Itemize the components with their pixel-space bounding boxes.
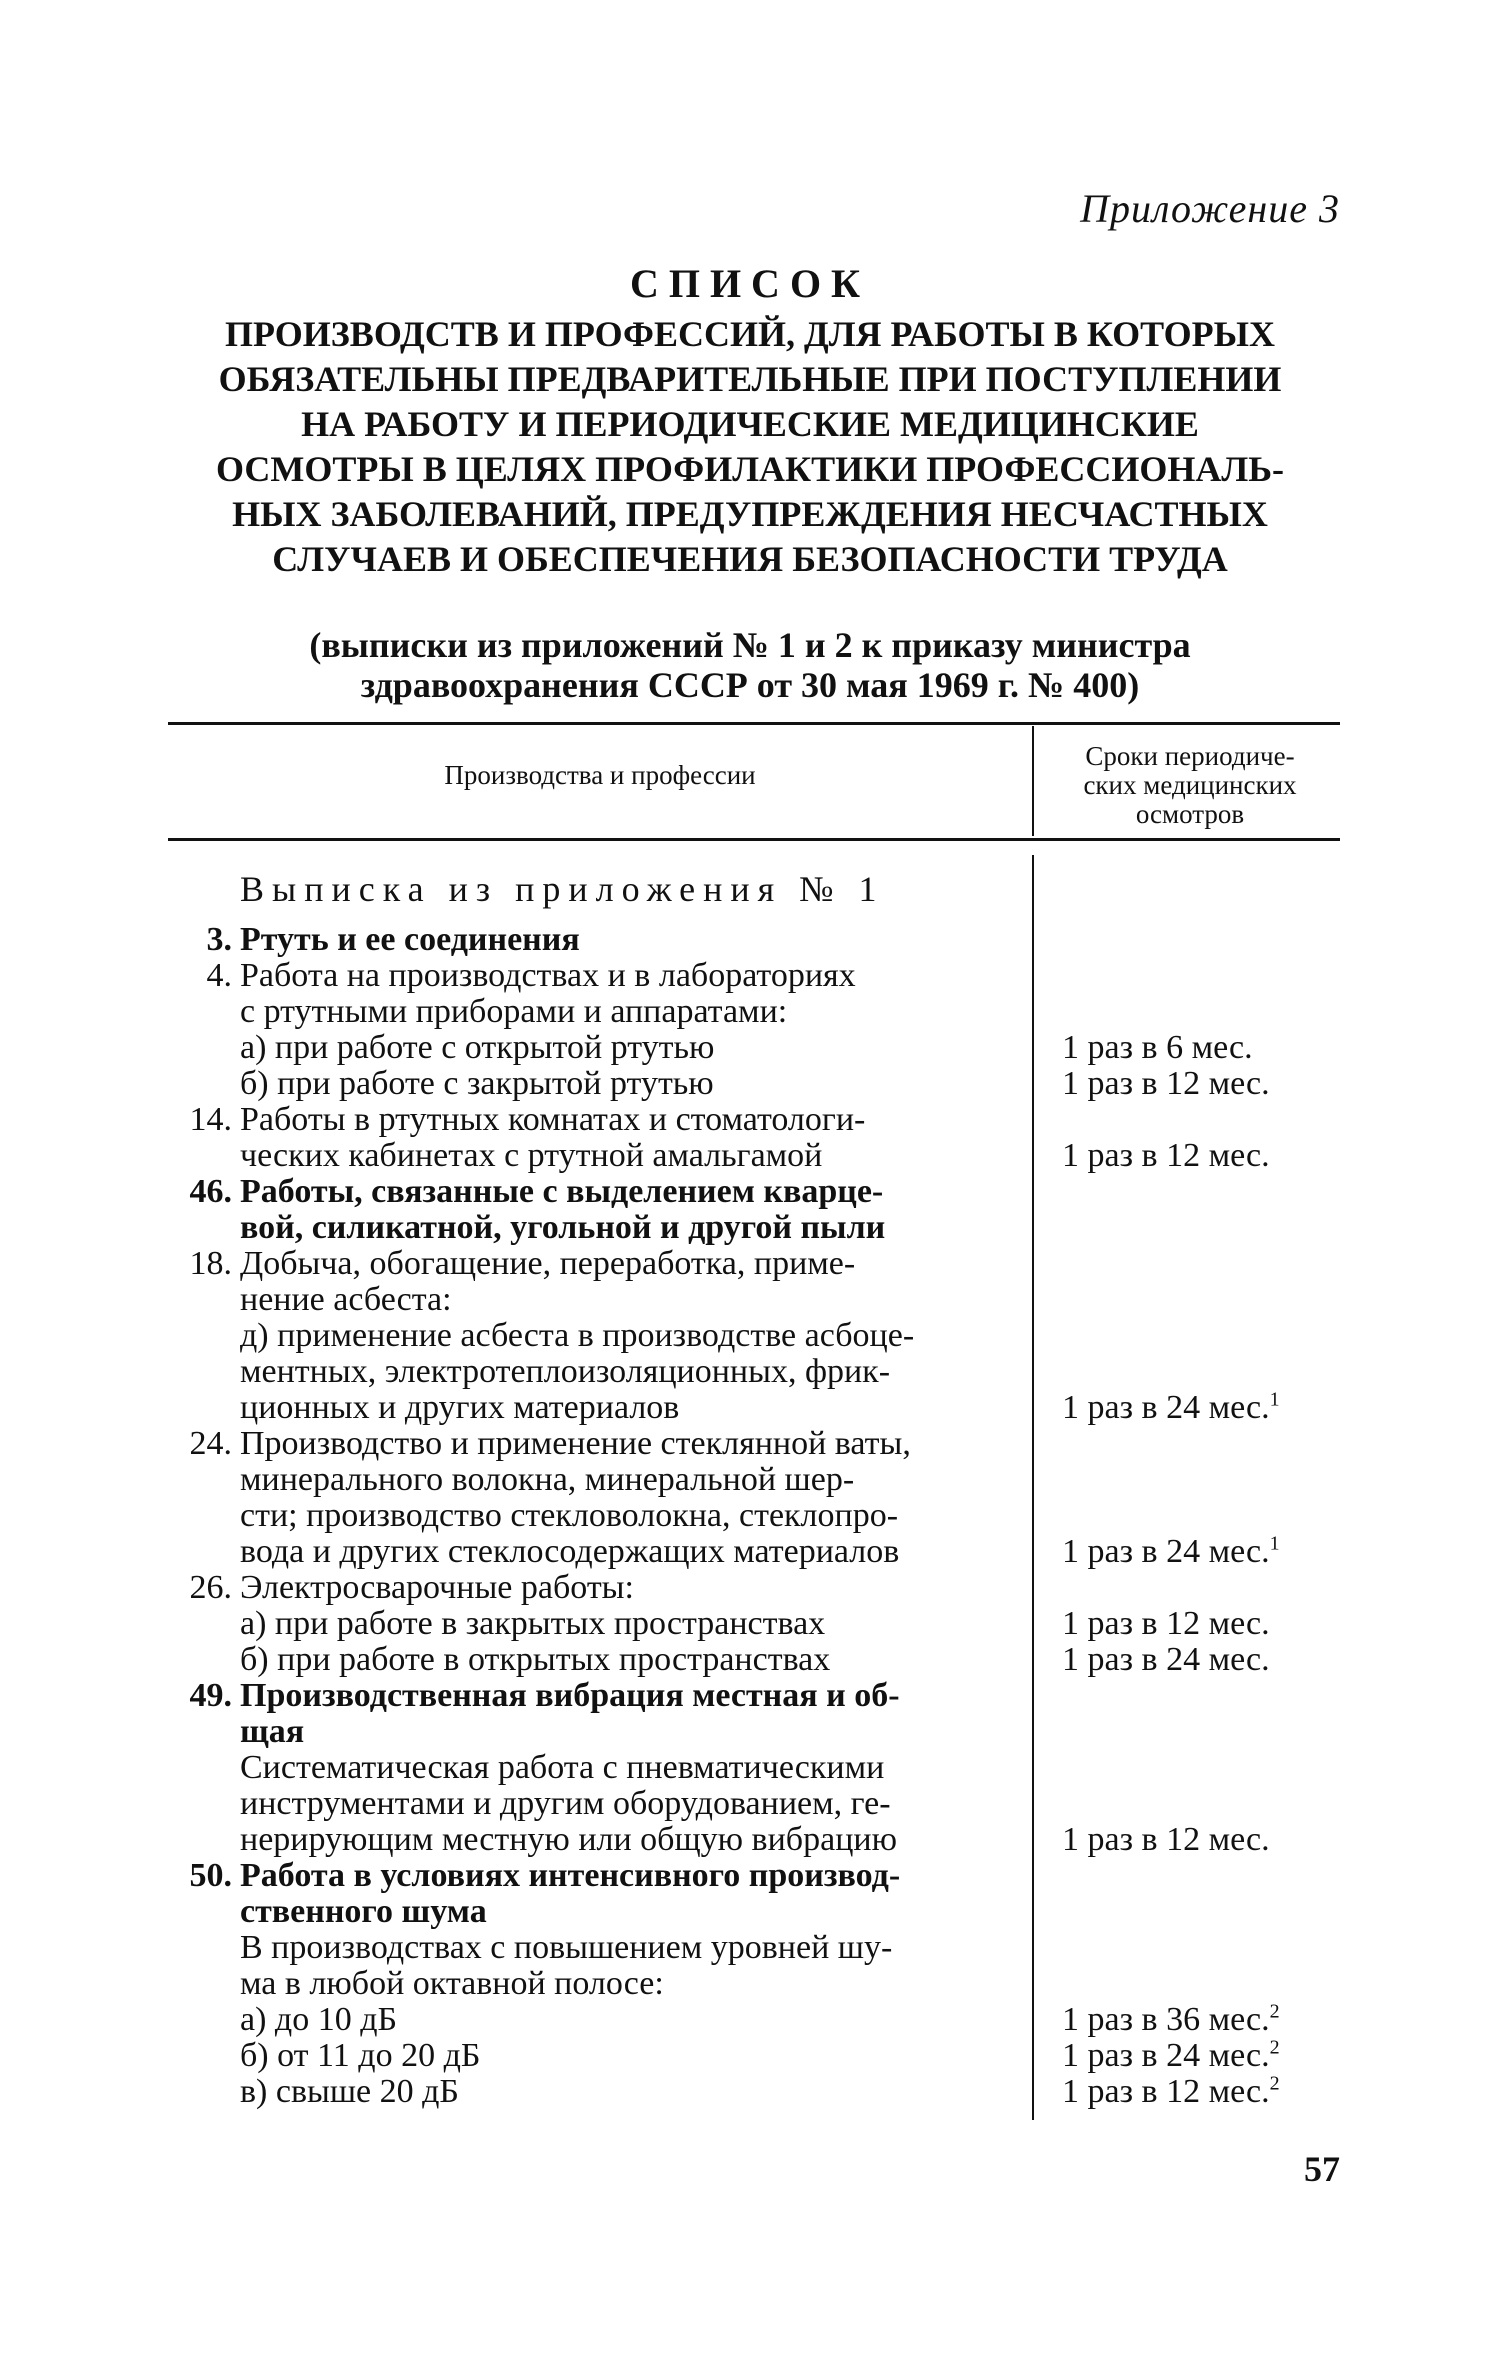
- footnote-marker: 1: [1269, 1532, 1280, 1555]
- item-text: б) от 11 до 20 дБ: [240, 2037, 481, 2074]
- exam-period: [1062, 1534, 1342, 1570]
- exam-period: [1062, 1642, 1342, 1678]
- item-number: 14.: [189, 1101, 232, 1138]
- table-row: [0, 1426, 1501, 1462]
- exam-period: [1062, 1138, 1342, 1174]
- item-text: минерального волокна, минеральной шер-: [240, 1461, 855, 1498]
- table-body: [0, 922, 1501, 2110]
- table-row: [0, 1786, 1501, 1822]
- item-text: Работы, связанные с выделением кварце-: [240, 1173, 884, 1210]
- table-row: [0, 1534, 1501, 1570]
- exam-period: [1062, 2002, 1342, 2038]
- item-text: Работа в условиях интенсивного производ-: [240, 1857, 901, 1894]
- item-text: а) до 10 дБ: [240, 2001, 398, 2038]
- item-text: вода и других стеклосодержащих материалов: [240, 1533, 900, 1570]
- title-line: НЫХ ЗАБОЛЕВАНИЙ, ПРЕДУПРЕЖДЕНИЯ НЕСЧАСТНЫХ: [232, 494, 1268, 534]
- item-text: В производствах с повышением уровней шу-: [240, 1929, 893, 1966]
- table-row: [0, 2002, 1501, 2038]
- column-header-periods-line: осмотров: [1135, 799, 1245, 829]
- item-text: сти; производство стекловолокна, стеклопро-: [240, 1497, 899, 1534]
- table-row: [0, 1174, 1501, 1210]
- column-header-periods-line: Сроки периодиче-: [1085, 741, 1295, 771]
- table-top-rule: [168, 722, 1340, 725]
- item-text: Добыча, обогащение, переработка, приме-: [240, 1245, 856, 1282]
- item-text: инструментами и другим оборудованием, ге-: [240, 1785, 891, 1822]
- exam-period: [1062, 1390, 1342, 1426]
- item-text: Ртуть и ее соединения: [240, 921, 580, 958]
- exam-period: [1062, 1606, 1342, 1642]
- table-row: [0, 1498, 1501, 1534]
- exam-period-text: 1 раз в 12 мес.: [1062, 1137, 1270, 1174]
- item-text: нение асбеста:: [240, 1281, 452, 1318]
- table-row: [0, 1102, 1501, 1138]
- footnote-marker: 2: [1269, 2000, 1280, 2023]
- item-text: а) при работе в закрытых пространствах: [240, 1605, 826, 1642]
- item-text: нерирующим местную или общую вибрацию: [240, 1821, 897, 1858]
- item-text: Электросварочные работы:: [240, 1569, 634, 1606]
- column-header-periods-line: ских медицинских: [1083, 770, 1297, 800]
- footnote-marker: 2: [1269, 2036, 1280, 2059]
- table-row: [0, 1966, 1501, 2002]
- table-row: [0, 1930, 1501, 1966]
- exam-period-text: 1 раз в 24 мес.: [1062, 1533, 1270, 1570]
- table-row: [0, 1138, 1501, 1174]
- appendix-label: Приложение 3: [1080, 186, 1340, 231]
- table-row: [0, 1030, 1501, 1066]
- table-row: [0, 1678, 1501, 1714]
- item-text: в) свыше 20 дБ: [240, 2073, 459, 2110]
- table-row: [0, 1354, 1501, 1390]
- table-row: [0, 1318, 1501, 1354]
- item-number: 50.: [189, 1857, 232, 1894]
- table-row: [0, 1858, 1501, 1894]
- title-line: ПРОИЗВОДСТВ И ПРОФЕССИЙ, ДЛЯ РАБОТЫ В КОТОРЫХ: [225, 314, 1275, 354]
- exam-period-text: 1 раз в 6 мес.: [1062, 1029, 1253, 1066]
- item-text: ма в любой октавной полосе:: [240, 1965, 664, 2002]
- item-text: Производственная вибрация местная и об-: [240, 1677, 900, 1714]
- table-row: [0, 994, 1501, 1030]
- item-text: щая: [240, 1713, 305, 1750]
- exam-period: [1062, 2038, 1342, 2074]
- item-text: б) при работе в открытых пространствах: [240, 1641, 831, 1678]
- exam-period-text: 1 раз в 12 мес.: [1062, 2073, 1270, 2110]
- item-number: 49.: [189, 1677, 232, 1714]
- table-row: [0, 1390, 1501, 1426]
- table-row: [0, 1282, 1501, 1318]
- exam-period-text: 1 раз в 24 мес.: [1062, 1641, 1270, 1678]
- column-header-periods: [1040, 742, 1340, 829]
- subtitle-line: здравоохранения СССР от 30 мая 1969 г. № 400): [360, 665, 1140, 705]
- exam-period-text: 1 раз в 24 мес.: [1062, 2037, 1270, 2074]
- extract-heading: Выписка из приложения № 1: [240, 869, 885, 909]
- item-text: Производство и применение стеклянной ваты,: [240, 1425, 911, 1462]
- item-text: б) при работе с закрытой ртутью: [240, 1065, 714, 1102]
- item-text: ментных, электротеплоизоляционных, фрик-: [240, 1353, 891, 1390]
- list-heading: СПИСОК: [629, 261, 871, 306]
- item-text: ственного шума: [240, 1893, 487, 1930]
- footnote-marker: 1: [1269, 1388, 1280, 1411]
- table-row: [0, 1570, 1501, 1606]
- table-row: [0, 1246, 1501, 1282]
- page-number: 57: [1304, 2149, 1340, 2189]
- table-row: [0, 1606, 1501, 1642]
- table-row: [0, 958, 1501, 994]
- title-line: НА РАБОТУ И ПЕРИОДИЧЕСКИЕ МЕДИЦИНСКИЕ: [301, 404, 1199, 444]
- exam-period-text: 1 раз в 12 мес.: [1062, 1605, 1270, 1642]
- document-subtitle: [160, 625, 1340, 705]
- footnote-marker: 2: [1269, 2072, 1280, 2095]
- exam-period-text: 1 раз в 24 мес.: [1062, 1389, 1270, 1426]
- item-text: ческих кабинетах с ртутной амальгамой: [240, 1137, 823, 1174]
- document-title: [160, 312, 1340, 582]
- table-row: [0, 2074, 1501, 2110]
- exam-period-text: 1 раз в 36 мес.: [1062, 2001, 1270, 2038]
- subtitle-line: (выписки из приложений № 1 и 2 к приказу министра: [309, 625, 1191, 665]
- item-text: а) при работе с открытой ртутью: [240, 1029, 715, 1066]
- exam-period: [1062, 1066, 1342, 1102]
- item-number: 46.: [189, 1173, 232, 1210]
- table-row: [0, 1642, 1501, 1678]
- table-row: [0, 1210, 1501, 1246]
- exam-period-text: 1 раз в 12 мес.: [1062, 1065, 1270, 1102]
- item-number: 18.: [189, 1245, 232, 1282]
- table-row: [0, 1714, 1501, 1750]
- item-number: 24.: [189, 1425, 232, 1462]
- item-text: с ртутными приборами и аппаратами:: [240, 993, 788, 1030]
- title-line: СЛУЧАЕВ И ОБЕСПЕЧЕНИЯ БЕЗОПАСНОСТИ ТРУДА: [272, 539, 1228, 579]
- table-row: [0, 1066, 1501, 1102]
- exam-period: [1062, 1822, 1342, 1858]
- exam-period: [1062, 1030, 1342, 1066]
- table-row: [0, 1822, 1501, 1858]
- table-header-vertical-rule: [1032, 726, 1034, 836]
- item-text: Работа на производствах и в лабораториях: [240, 957, 856, 994]
- item-text: ционных и других материалов: [240, 1389, 680, 1426]
- title-line: ОБЯЗАТЕЛЬНЫ ПРЕДВАРИТЕЛЬНЫЕ ПРИ ПОСТУПЛЕНИИ: [218, 359, 1282, 399]
- item-number: 4.: [206, 957, 232, 994]
- item-number: 26.: [189, 1569, 232, 1606]
- table-row: [0, 1750, 1501, 1786]
- item-text: вой, силикатной, угольной и другой пыли: [240, 1209, 886, 1246]
- item-text: Работы в ртутных комнатах и стоматологи-: [240, 1101, 866, 1138]
- exam-period: [1062, 2074, 1342, 2110]
- exam-period-text: 1 раз в 12 мес.: [1062, 1821, 1270, 1858]
- column-header-professions: Производства и профессии: [444, 760, 756, 790]
- item-number: 3.: [206, 921, 232, 958]
- item-text: д) применение асбеста в производстве асбоце-: [240, 1317, 915, 1354]
- table-row: [0, 1462, 1501, 1498]
- table-row: [0, 2038, 1501, 2074]
- table-row: [0, 922, 1501, 958]
- table-header-rule: [168, 838, 1340, 841]
- title-line: ОСМОТРЫ В ЦЕЛЯХ ПРОФИЛАКТИКИ ПРОФЕССИОНАЛЬ-: [215, 449, 1285, 489]
- item-text: Систематическая работа с пневматическими: [240, 1749, 885, 1786]
- table-row: [0, 1894, 1501, 1930]
